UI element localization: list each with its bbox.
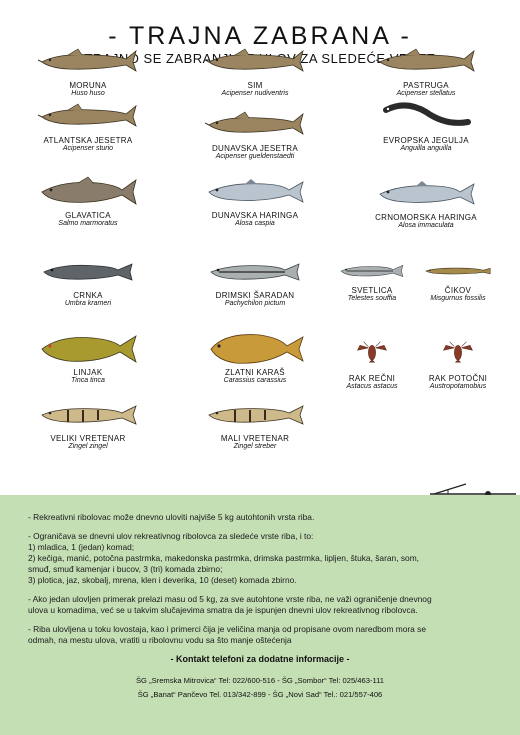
species-name: PASTRUGA	[403, 81, 449, 90]
species-latin-name: Zingel zingel	[68, 443, 108, 450]
herring-icon	[185, 175, 325, 209]
species-name: DUNAVSKA HARINGA	[211, 211, 299, 220]
species-name: DRIMSKI ŠARADAN	[215, 291, 295, 300]
species-latin-name: Acipenser nudiventris	[221, 90, 289, 97]
page-title: - TRAJNA ZABRANA -	[108, 22, 412, 50]
species-name: CRNKA	[73, 291, 103, 300]
species-card	[185, 332, 325, 384]
species-card	[327, 332, 417, 390]
minnow-icon	[327, 258, 417, 284]
species-latin-name: Tinca tinca	[71, 377, 105, 384]
species-latin-name: Acipenser gueldenstaedti	[215, 153, 295, 160]
species-card	[18, 398, 158, 450]
species-latin-name: Alosa immaculata	[398, 222, 454, 229]
species-name: MORUNA	[69, 81, 107, 90]
species-card	[18, 100, 158, 152]
rule-limit-item: 2) kečiga, manić, potočna pastrmka, makedonska pastrmka, drimska pastrmka, lipljen, štuka, šaran, som,	[28, 553, 419, 563]
species-latin-name: Acipenser stellatus	[396, 90, 456, 97]
tench-icon	[18, 332, 158, 366]
sturgeon-icon	[185, 108, 325, 142]
species-name: CRNOMORSKA HARINGA	[375, 213, 477, 222]
rule-limit-item: 1) mladica, 1 (jedan) komad;	[28, 542, 135, 552]
species-latin-name: Astacus astacus	[346, 383, 398, 390]
crayfish-icon	[327, 332, 417, 372]
species-card	[185, 255, 325, 307]
loach-icon	[413, 258, 503, 284]
species-name: ATLANTSKA JESETRA	[43, 136, 133, 145]
rule-limit-item: smuđ, smuđ kamenjar i bucov, 3 (tri) komada zbirno;	[28, 564, 223, 574]
species-card	[356, 45, 496, 97]
sturgeon-icon	[18, 100, 158, 134]
species-card	[18, 255, 158, 307]
species-card	[356, 100, 496, 152]
perch-icon	[185, 398, 325, 432]
species-name: ZLATNI KARAŠ	[225, 368, 285, 377]
regulations-panel	[0, 495, 520, 735]
trout-icon	[18, 175, 158, 209]
species-latin-name: Umbra krameri	[64, 300, 112, 307]
rule-return-fish: odmah, na mestu ulova, vratiti u ribolovnu vodu sa što manje oštećenja	[28, 635, 292, 645]
sturgeon-icon	[18, 45, 158, 79]
species-name: VELIKI VRETENAR	[50, 434, 126, 443]
species-name: MALI VRETENAR	[220, 434, 290, 443]
species-name: DUNAVSKA JESETRA	[211, 144, 298, 153]
species-card	[413, 258, 503, 302]
species-card	[327, 258, 417, 302]
species-name: RAK REČNI	[348, 374, 396, 383]
mudminnow-icon	[18, 255, 158, 289]
species-name: EVROPSKA JEGULJA	[383, 136, 469, 145]
species-name: GLAVATICA	[65, 211, 111, 220]
contact-line: ŠG „Sremska Mitrovica“ Tel: 022/600-516 - ŠG „Sombor“ Tel: 025/463-111	[135, 676, 385, 685]
species-latin-name: Telestes souffia	[347, 295, 397, 302]
rule-return-fish: - Riba ulovljena u toku lovostaja, kao i primerci čija je veličina manja od propisane ovom naredbom mora se	[28, 624, 427, 634]
species-card	[18, 45, 158, 97]
species-card	[185, 175, 325, 227]
minnow-icon	[185, 255, 325, 289]
page-subtitle: SE ZABRANJUJE ZA SLEDEĆE	[143, 51, 386, 66]
sturgeon-icon	[356, 45, 496, 79]
species-name: LINJAK	[73, 368, 103, 377]
species-card	[413, 332, 503, 390]
species-latin-name: Pachychilon pictum	[224, 300, 286, 307]
species-card	[185, 108, 325, 160]
eel-icon	[356, 100, 496, 134]
species-name: SVETLICA	[351, 286, 393, 295]
species-card	[185, 398, 325, 450]
species-card	[18, 175, 158, 227]
contact-line: ŠG „Banat“ Pančevo Tel. 013/342-899 - ŠG „Novi Sad“ Tel.: 021/557-406	[137, 690, 383, 699]
species-latin-name: Austropotamobius	[429, 383, 487, 390]
species-name: RAK POTOČNI	[428, 374, 488, 383]
species-latin-name: Misgurnus fossilis	[430, 295, 486, 302]
species-latin-name: Acipenser sturio	[62, 145, 114, 152]
species-card	[18, 332, 158, 384]
species-latin-name: Anguilla anguilla	[400, 145, 452, 152]
species-name: SIM	[247, 81, 263, 90]
species-latin-name: Huso huso	[71, 90, 105, 97]
species-latin-name: Salmo marmoratus	[58, 220, 118, 227]
crayfish-icon	[413, 332, 503, 372]
contact-title: - Kontakt telefoni za dodatne informacije -	[170, 654, 350, 664]
species-card	[356, 177, 496, 229]
herring-icon	[356, 177, 496, 211]
species-latin-name: Alosa caspia	[235, 220, 275, 227]
sturgeon-icon	[185, 45, 325, 79]
rule-limit-item: 3) plotica, jaz, skobalj, mrena, klen i deverika, 10 (deset) komada zbirno.	[28, 575, 297, 585]
rule-limit-intro: - Ograničava se dnevni ulov rekreativnog ribolovca za sledeće vrste riba, i to:	[28, 531, 314, 541]
species-name: ČIKOV	[444, 286, 472, 295]
rule-weight-exception: - Ako jedan ulovljen primerak prelazi masu od 5 kg, za sve autohtone vrste riba, ne važi ograničenje dnevnog	[28, 594, 432, 604]
rule-daily-limit: - Rekreativni ribolovac može dnevno uloviti najviše 5 kg autohtonih vrsta riba.	[28, 512, 315, 522]
perch-icon	[18, 398, 158, 432]
species-latin-name: Zingel streber	[233, 443, 277, 450]
species-latin-name: Carassius carassius	[223, 377, 287, 384]
rule-weight-exception: ulova u komadima, već se u takvim slučajevima smatra da je ispunjen dnevni ulov rekreativnog ribolovca.	[28, 605, 418, 615]
carp-icon	[185, 332, 325, 366]
species-card	[185, 45, 325, 97]
